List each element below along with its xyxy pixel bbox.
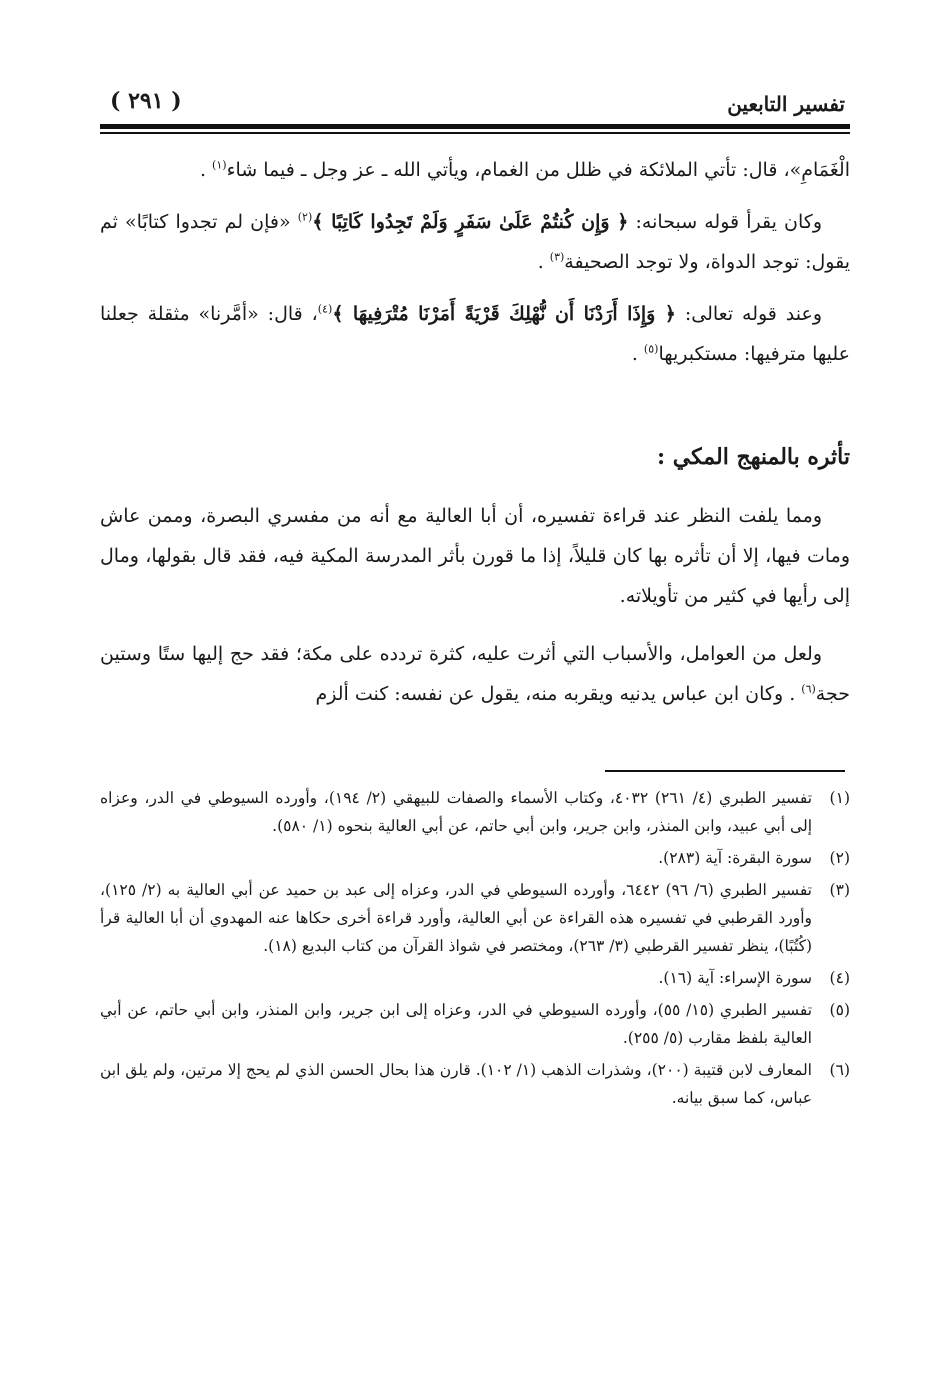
section-text-block bbox=[100, 496, 850, 732]
footnotes bbox=[100, 784, 850, 1116]
footnote-separator bbox=[605, 770, 845, 772]
footnote-text: تفسير الطبري (٦/ ٩٦) ٦٤٤٢، وأورده السيوطي في الدر، وعزاه إلى عبد بن حميد عن أبي العالية به (٢/ ١٢٥)، وأورد القرطبي في تفسيره هذه القراءة عن أبي العالية، وأورد قراءة أخرى حكاها عنه المهدوي أن أبا العالية قرأ (كُتُبًا)، ينظر تفسير القرطبي (٣/ ٢٦٣)، ومختصر في شواذ القرآن من كتاب البديع (١٨). bbox=[100, 881, 812, 955]
footnote bbox=[100, 1056, 850, 1112]
paragraph: الْغَمَامِ»، قال: تأتي الملائكة في ظلل من الغمام، ويأتي الله ـ عز وجل ـ فيما شاء$^{(١)}$ . bbox=[199, 158, 850, 181]
footnote-number: (١) bbox=[829, 789, 850, 807]
footnote-number: (٥) bbox=[829, 1001, 850, 1019]
footnote bbox=[100, 964, 850, 992]
paragraph: ولعل من العوامل، والأسباب التي أثرت عليه، كثرة تردده على مكة؛ فقد حج إليها ستًا وستين حجة$^{(٦)}$ . وكان ابن عباس يدنيه ويقربه منه، يقول عن نفسه: كنت ألزم bbox=[100, 643, 850, 705]
footnote-ref: (٥) bbox=[643, 342, 659, 356]
footnote bbox=[100, 876, 850, 960]
footnote-text: المعارف لابن قتيبة (٢٠٠)، وشذرات الذهب (١/ ١٠٢). قارن هذا بحال الحسن الذي لم يحج إلا مرتين، ولم يلق ابن عباس، كما سبق بيانه. bbox=[100, 1061, 812, 1107]
footnote-text: سورة الإسراء: آية (١٦). bbox=[658, 969, 812, 987]
main-text-block bbox=[100, 150, 850, 386]
footnote-number: (٤) bbox=[829, 969, 850, 987]
page-header bbox=[100, 88, 845, 128]
footnote-ref: (٢) bbox=[297, 210, 313, 224]
footnote bbox=[100, 844, 850, 872]
footnote-ref: (١) bbox=[212, 158, 227, 172]
footnote-text: سورة البقرة: آية (٢٨٣). bbox=[658, 849, 812, 867]
paragraph: وعند قوله تعالى: ﴿ وَإِذَا أَرَدْنَا أَن نُّهْلِكَ قَرْيَةً أَمَرْنَا مُتْرَفِيهَا ﴾$^{(٤)}$، قال: «أمَّرنا» مثقلة جعلنا عليها مترفيها: مستكبريها$^{(٥)}$ . bbox=[100, 302, 850, 365]
paragraph: وكان يقرأ قوله سبحانه: ﴿ وَإِن كُنتُمْ عَلَىٰ سَفَرٍ وَلَمْ تَجِدُوا كَاتِبًا ﴾$^{(٢)}$ «فإن لم تجدوا كتابًا» ثم يقول: توجد الدواة، ولا توجد الصحيفة$^{(٣)}$ . bbox=[100, 210, 850, 273]
footnote bbox=[100, 784, 850, 840]
header-rule-thin bbox=[100, 132, 850, 134]
quran-verse: ﴿ وَإِذَا أَرَدْنَا أَن نُّهْلِكَ قَرْيَةً أَمَرْنَا مُتْرَفِيهَا ﴾ bbox=[332, 303, 676, 325]
footnote-text: تفسير الطبري (٤/ ٢٦١) ٤٠٣٢، وكتاب الأسماء والصفات للبيهقي (٢/ ١٩٤)، وأورده السيوطي في الدر، وعزاه إلى أبي عبيد، وابن المنذر، وابن جرير، وابن أبي حاتم، عن أبي العالية بنحوه (١/ ٥٨٠). bbox=[100, 789, 813, 835]
page-number: ( ٢٩١ ) bbox=[110, 88, 182, 114]
quran-verse: ﴿ وَإِن كُنتُمْ عَلَىٰ سَفَرٍ وَلَمْ تَجِدُوا كَاتِبًا ﴾ bbox=[312, 211, 629, 233]
footnote-ref: (٦) bbox=[801, 682, 816, 696]
section-heading: تأثره بالمنهج المكي : bbox=[657, 444, 850, 470]
footnote-text: تفسير الطبري (١٥/ ٥٥)، وأورده السيوطي في الدر، وعزاه إلى ابن جرير، وابن المنذر، وابن أبي حاتم، عن أبي العالية بلفظ مقارب (٥/ ٢٥٥). bbox=[100, 1001, 813, 1047]
footnote-ref: (٤) bbox=[317, 302, 333, 316]
running-title: تفسير التابعين bbox=[727, 92, 845, 116]
footnote-number: (٢) bbox=[829, 849, 850, 867]
header-rule-thick bbox=[100, 124, 850, 129]
paragraph: ومما يلفت النظر عند قراءة تفسيره، أن أبا العالية مع أنه من مفسري البصرة، وممن عاش ومات فيها، إلا أن تأثره بها كان قليلاً، إذا ما قورن بأثر المدرسة المكية فيه، فقد قال بقولها، ومال إلى رأيها في كثير من تأويلاته. bbox=[100, 505, 850, 607]
footnote-number: (٦) bbox=[829, 1061, 850, 1079]
footnote bbox=[100, 996, 850, 1052]
footnote-number: (٣) bbox=[829, 881, 850, 899]
footnote-ref: (٣) bbox=[549, 250, 565, 264]
